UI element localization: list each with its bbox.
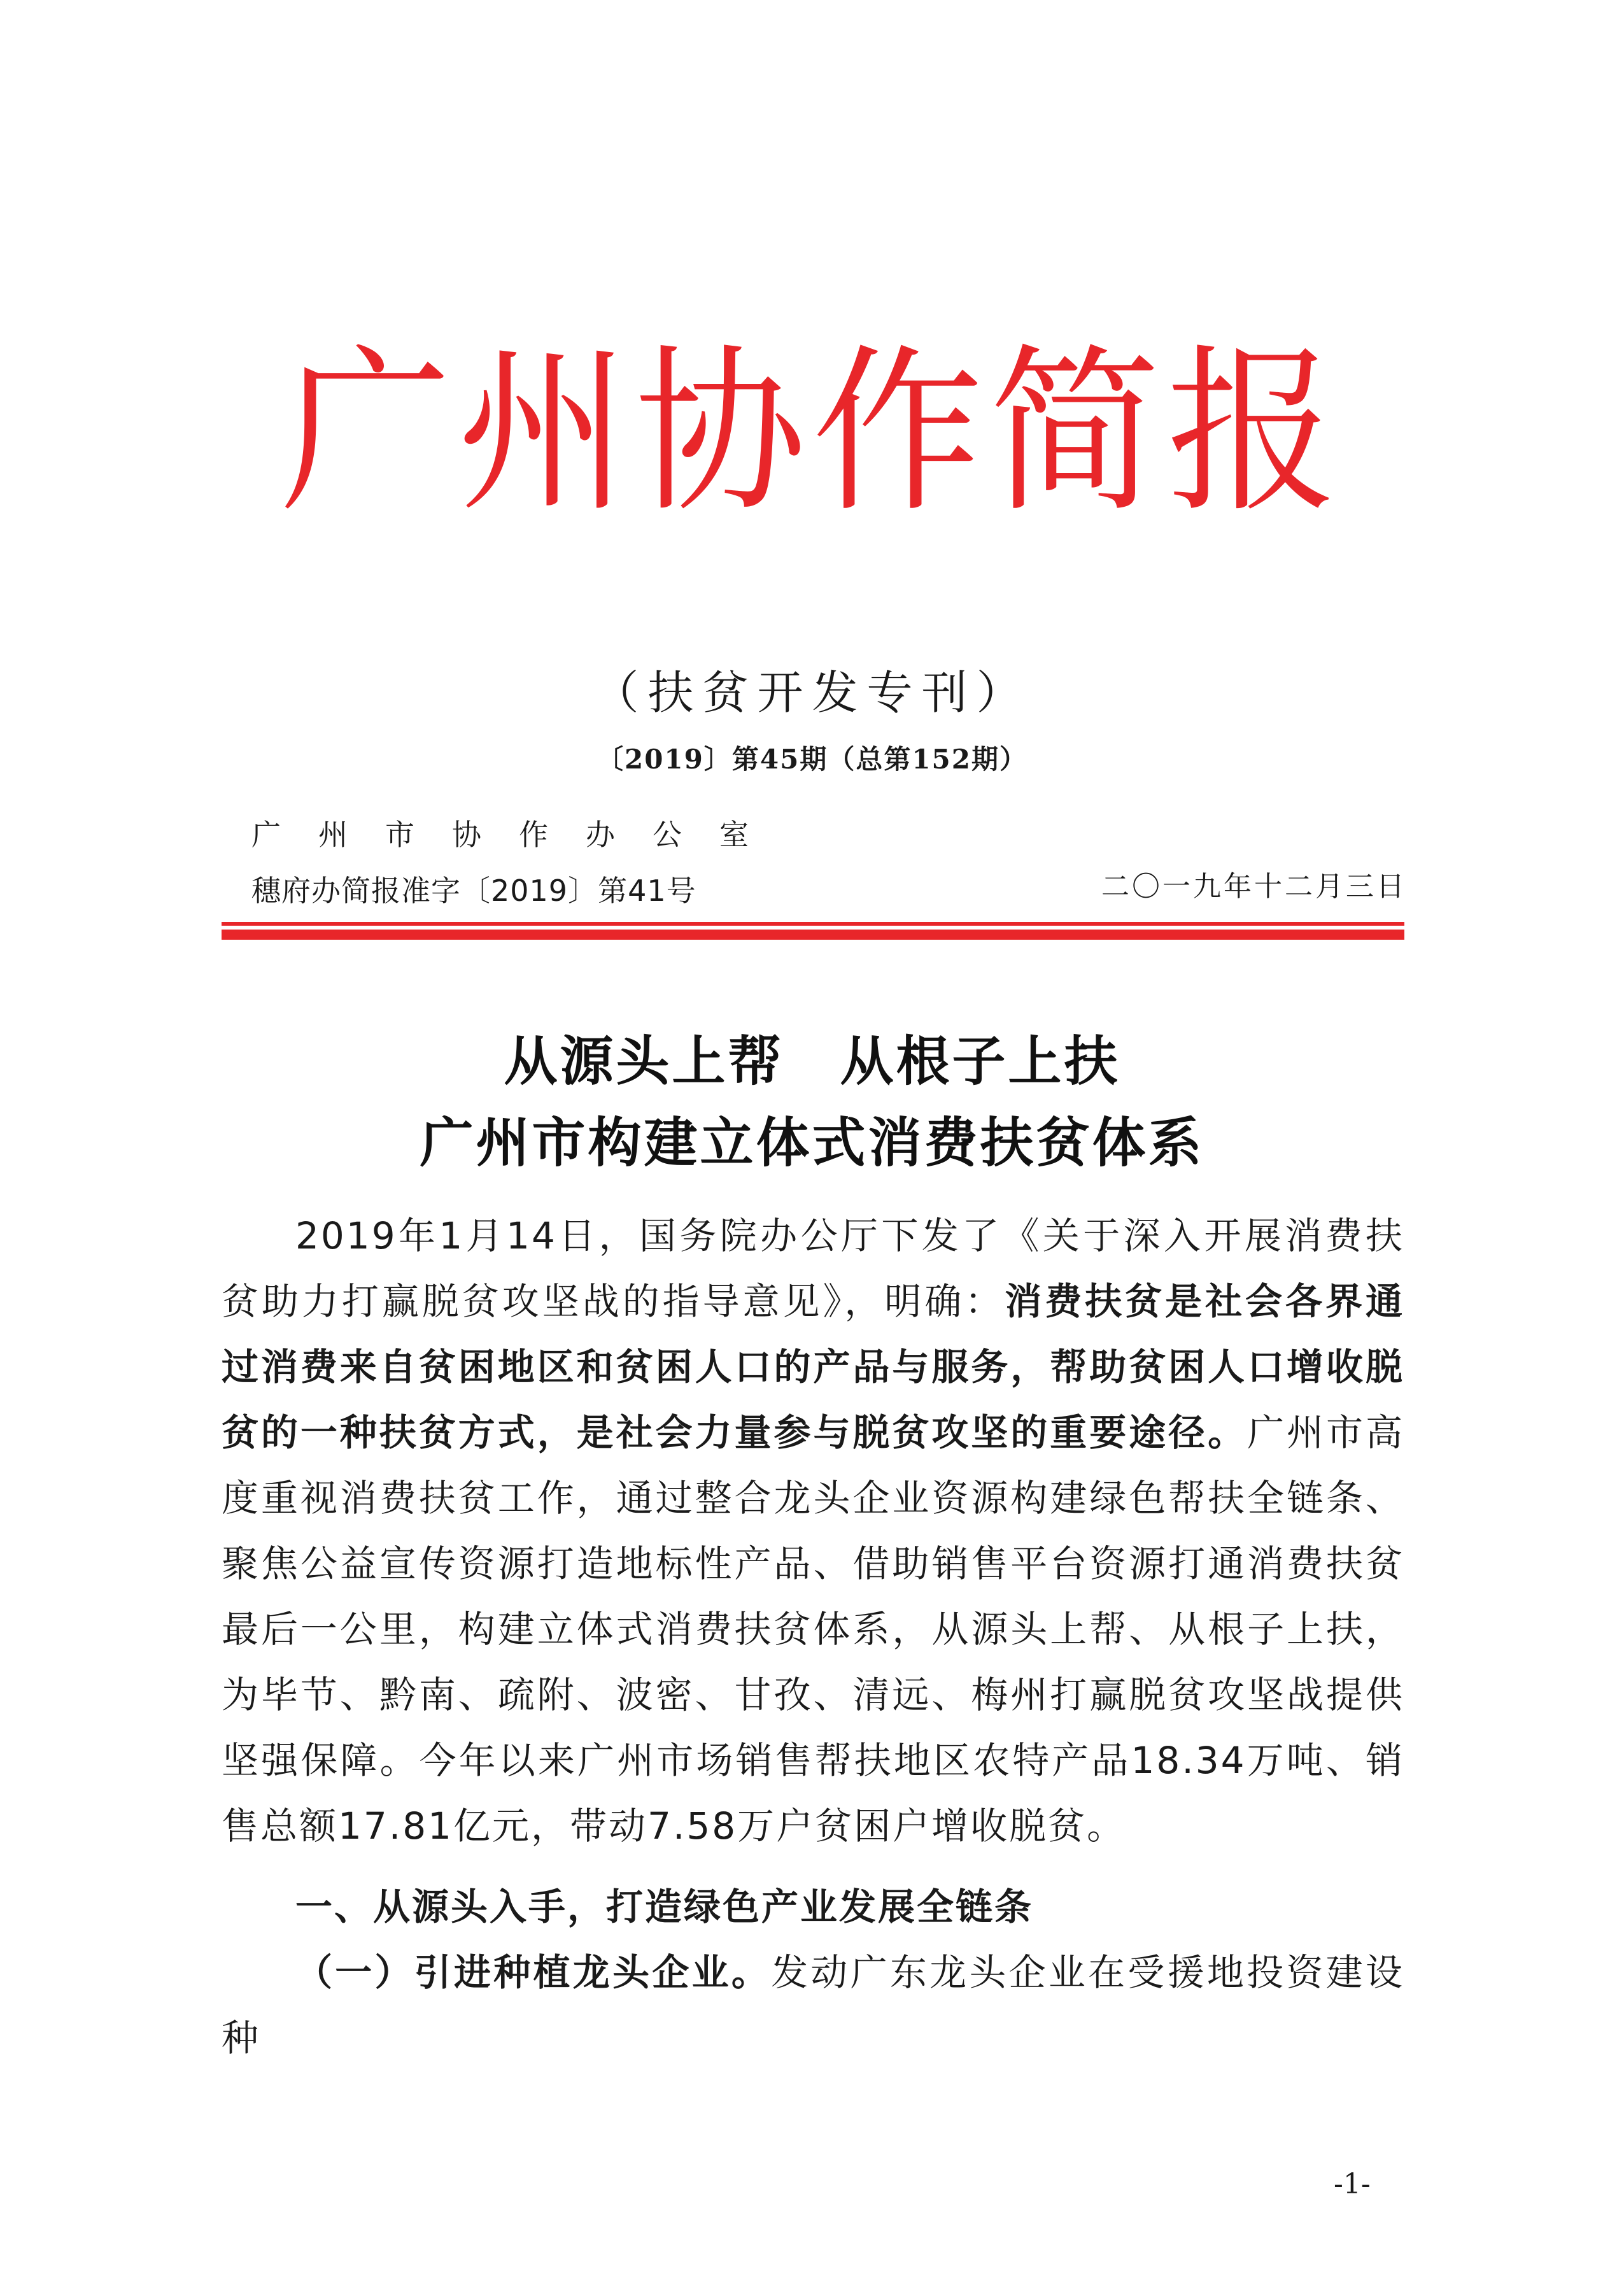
- page-number: -1-: [1334, 2168, 1371, 2200]
- issue-number: 〔2019〕第45期（总第152期）: [596, 744, 1027, 775]
- subsection-heading-1: （一）引进种植龙头企业。: [295, 1951, 772, 1994]
- paragraph-1-definition: 消费扶贫是社会各界通过消费来自贫困地区和贫困人口的产品与服务，帮助贫困人口增收脱贫的一种扶贫方式，是社会力量参与脱贫攻坚的重要途径。: [222, 1280, 1404, 1454]
- headline-line-2: 广州市构建立体式消费扶贫体系: [420, 1111, 1204, 1174]
- masthead-title: 广州协作简报: [280, 329, 1344, 537]
- issuing-office: 广州市协作办公室: [251, 817, 786, 852]
- paragraph-1: [222, 1203, 1404, 1859]
- paragraph-2-body: 发动广东龙头企业在受援地投资建设种: [222, 1951, 1404, 2060]
- headline-line-1: 从源头上帮 从根子上扶: [504, 1029, 1120, 1093]
- header-rule-thick: [222, 930, 1404, 940]
- header-rule-thin: [222, 922, 1404, 926]
- masthead-subtitle: （扶贫开发专刊）: [593, 666, 1031, 719]
- paragraph-2: [222, 1940, 1404, 2071]
- paragraph-1-intro: 2019年1月14日，国务院办公厅下发了《关于深入开展消费扶贫助力打赢脱贫攻坚战的指导意见》，明确：: [222, 1214, 1404, 1323]
- publication-date: 二〇一九年十二月三日: [1101, 870, 1407, 903]
- approval-number: 穗府办简报准字〔2019〕第41号: [251, 874, 696, 908]
- paragraph-1-body: 广州市高度重视消费扶贫工作，通过整合龙头企业资源构建绿色帮扶全链条、聚焦公益宣传资源打造地标性产品、借助销售平台资源打通消费扶贫最后一公里，构建立体式消费扶贫体系，从源头上帮、从根子上扶，为毕节、黔南、疏附、波密、甘孜、清远、梅州打赢脱贫攻坚战提供坚强保障。今年以来广州市场销售帮扶地区农特产品18.34万吨、销售总额17.81亿元，带动7.58万户贫困户增收脱贫。: [222, 1411, 1404, 1848]
- section-heading-1: 一、从源头入手，打造绿色产业发展全链条: [295, 1885, 1034, 1928]
